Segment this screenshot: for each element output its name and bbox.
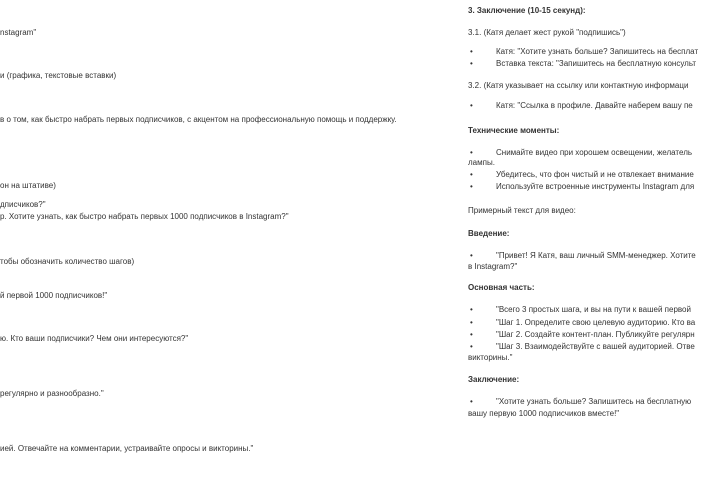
right-document-page [468,0,720,480]
left-line-11: ией. Отвечайте на комментарии, устраивайте опросы и викторины." [0,444,254,453]
bullet: • [470,330,473,339]
tech-bullet-1-cont: лампы. [468,158,495,167]
bullet: • [470,170,473,179]
bullet: • [470,101,473,110]
left-line-4: он на штативе) [0,181,56,190]
bullet: • [470,318,473,327]
step-3-2: 3.2. (Катя указывает на ссылку или контактную информаци [468,81,689,90]
step-3-1: 3.1. (Катя делает жест рукой "подпишись") [468,28,626,37]
left-line-2: и (графика, текстовые вставки) [0,71,117,80]
main-bullet-2: "Шаг 1. Определите свою целевую аудиторию. Кто ва [496,318,696,327]
section-title: 3. Заключение (10-15 секунд): [468,6,586,15]
bullet: • [470,342,473,351]
intro-bullet-1-cont: в Instagram?" [468,262,518,271]
conclusion-heading: Заключение: [468,375,520,384]
tech-heading: Технические моменты: [468,126,560,135]
bullet: • [470,251,473,260]
sample-text-label: Примерный текст для видео: [468,206,576,215]
bullet: • [470,305,473,314]
step1-bullet-2: Вставка текста: "Запишитесь на бесплатную консульт [496,59,697,68]
bullet: • [470,59,473,68]
left-line-8: й первой 1000 подписчиков!" [0,291,108,300]
main-heading: Основная часть: [468,283,535,292]
main-bullet-4-cont: викторины." [468,353,513,362]
main-bullet-1: "Всего 3 простых шага, и вы на пути к вашей первой [496,305,691,314]
left-line-6: р. Хотите узнать, как быстро набрать первых 1000 подписчиков в Instagram?" [0,212,289,221]
main-bullet-4: "Шаг 3. Взаимодействуйте с вашей аудиторией. Отве [496,342,695,351]
bullet: • [470,397,473,406]
tech-bullet-2: Убедитесь, что фон чистый и не отвлекает внимание [496,170,694,179]
bullet: • [470,182,473,191]
left-line-9: ю. Кто ваши подписчики? Чем они интересуются?" [0,334,189,343]
tech-bullet-3: Используйте встроенные инструменты Instagram для [496,182,695,191]
conclusion-bullet-1: "Хотите узнать больше? Запишитесь на бесплатную [496,397,692,406]
tech-bullet-1: Снимайте видео при хорошем освещении, желатель [496,148,693,157]
bullet: • [470,47,473,56]
intro-bullet-1: "Привет! Я Катя, ваш личный SMM-менеджер. Хотите [496,251,696,260]
left-line-3: в о том, как быстро набрать первых подписчиков, с акцентом на профессиональную помощь и поддержку. [0,115,397,124]
step2-bullet-1: Катя: "Ссылка в профиле. Давайте наберем вашу пе [496,101,693,110]
main-bullet-3: "Шаг 2. Создайте контент-план. Публикуйте регулярн [496,330,695,339]
bullet: • [470,148,473,157]
conclusion-bullet-1-cont: вашу первую 1000 подписчиков вместе!" [468,409,620,418]
left-line-7: тобы обозначить количество шагов) [0,257,135,266]
left-line-1: nstagram" [0,28,37,37]
left-line-5: дписчиков?" [0,200,46,209]
step1-bullet-1: Катя: "Хотите узнать больше? Запишитесь на бесплат [496,47,699,56]
left-line-10: регулярно и разнообразно." [0,389,104,398]
intro-heading: Введение: [468,229,510,238]
